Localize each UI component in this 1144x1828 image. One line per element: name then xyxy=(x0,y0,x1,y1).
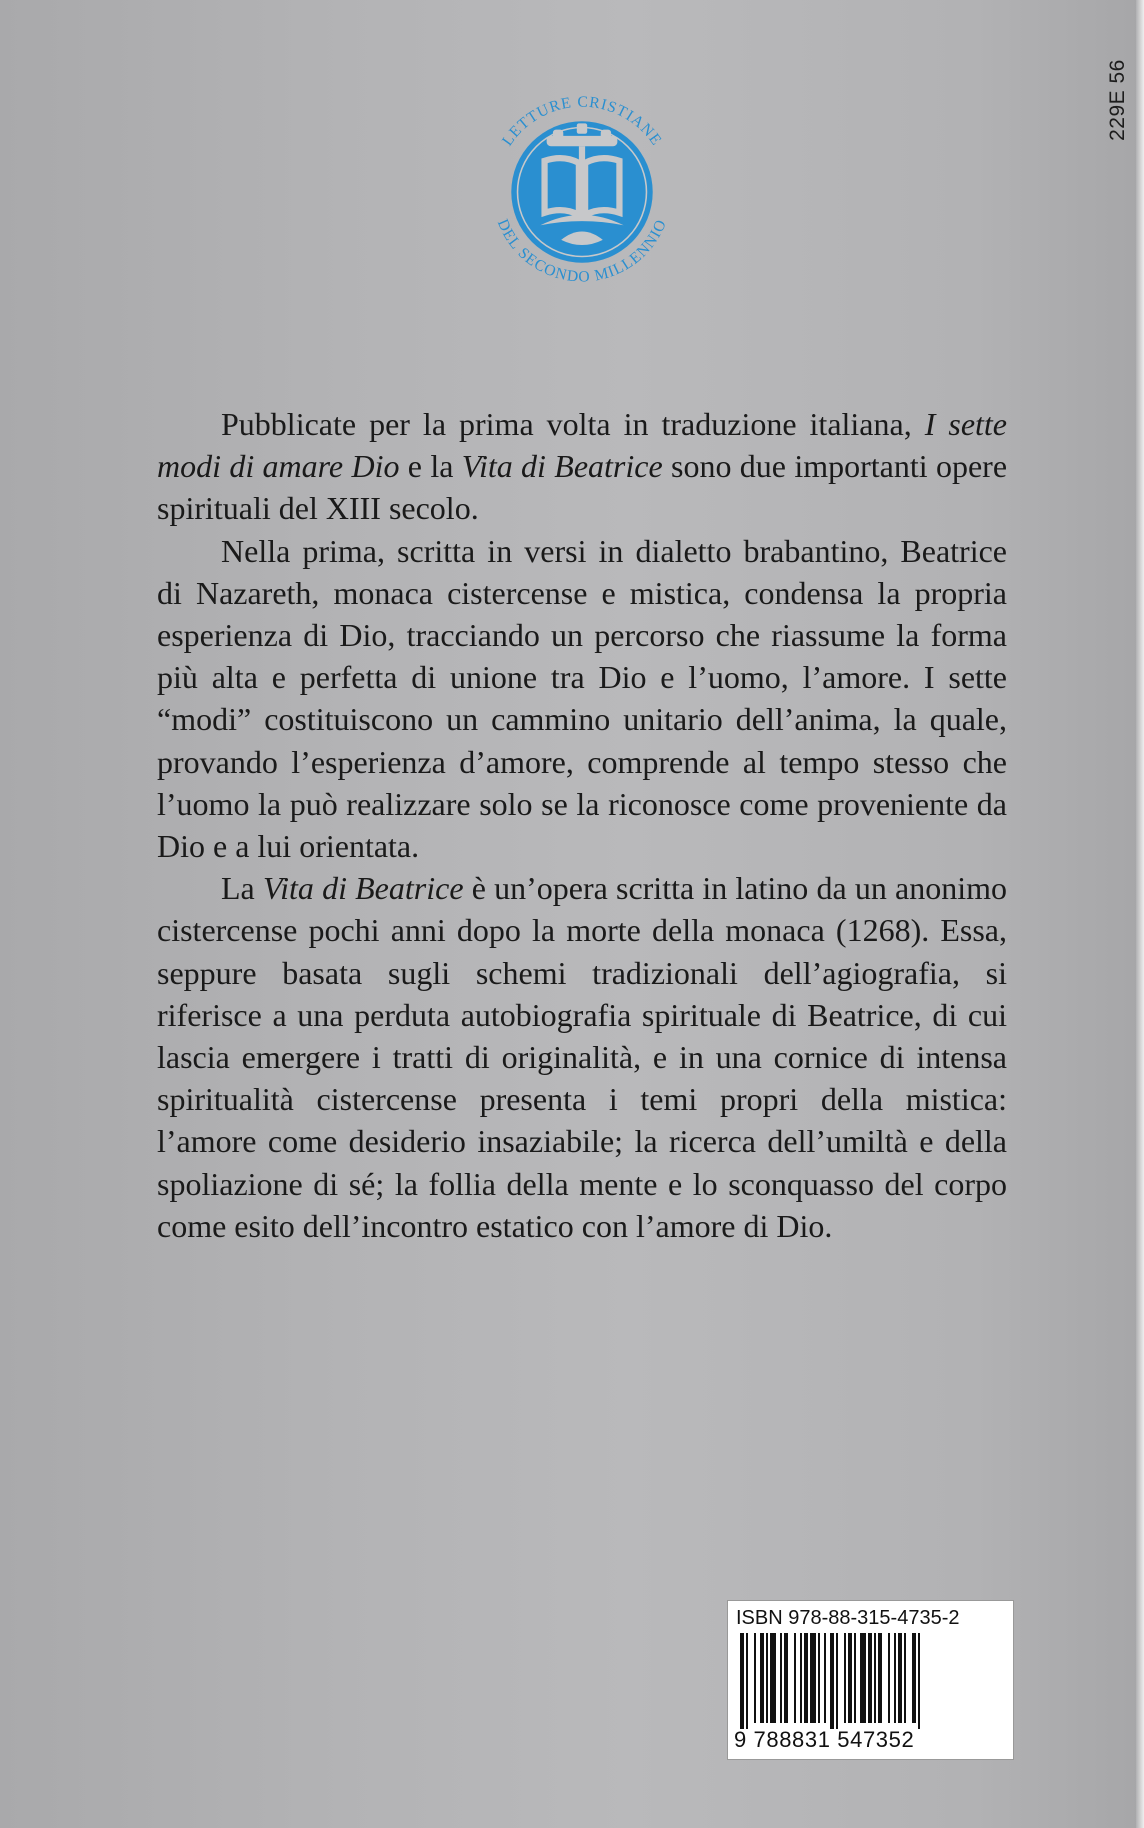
barcode-bar xyxy=(860,1633,866,1723)
italic-title: I sette modi di amare Dio xyxy=(157,406,1008,485)
side-code-text: 229E 56 xyxy=(1106,59,1129,141)
text-run: Pubblicate per la prima volta in traduzione italiana, xyxy=(221,406,925,442)
barcode-bar xyxy=(854,1633,856,1723)
barcode-bar xyxy=(770,1633,776,1723)
barcode-bar xyxy=(766,1633,768,1723)
barcode-bar xyxy=(810,1633,816,1723)
barcode-bar xyxy=(804,1633,808,1723)
logo-text-bottom: DEL SECONDO MILLENNIO xyxy=(493,216,671,286)
barcode-bar xyxy=(868,1633,872,1723)
barcode-bar xyxy=(912,1633,916,1723)
paragraph xyxy=(157,530,1007,868)
italic-title: Vita di Beatrice xyxy=(461,448,663,485)
spine-edge xyxy=(1136,0,1144,1828)
barcode-bar xyxy=(878,1633,882,1723)
barcode-bar xyxy=(874,1633,876,1723)
text-run: Nella prima, scritta in versi in dialetto brabantino, Beatrice di Nazareth, monaca cistercense e mistica, condensa la propria esperienza di Dio, tracciando un percorso che riassume la forma più alta e perfetta di unione tra Dio e l’uomo, l’amore. I sette “modi” costituiscono un cammino unitario dell’anima, la quale, provando l’esperienza d’amore, comprende al tempo stesso che l’uomo la può realizzare solo se la riconosce come proveniente da Dio e a lui orientata. xyxy=(157,532,1007,865)
barcode-bar xyxy=(898,1633,902,1723)
text-run: sono due importanti opere spirituali del XIII secolo. xyxy=(157,448,1008,527)
barcode-bar xyxy=(800,1633,802,1723)
barcode-bar xyxy=(818,1633,820,1723)
text-run: La xyxy=(221,870,263,907)
logo-text-top: LETTURE CRISTIANE xyxy=(498,93,666,150)
barcode-bar xyxy=(780,1633,782,1723)
barcode-bar xyxy=(784,1633,788,1723)
barcode-bar xyxy=(894,1633,896,1723)
paragraph xyxy=(157,403,1007,530)
paragraph xyxy=(157,867,1007,1247)
publisher-logo xyxy=(478,88,686,296)
side-code xyxy=(1098,50,1138,150)
back-cover-blurb xyxy=(157,403,1007,1247)
barcode-bar xyxy=(746,1633,748,1729)
barcode-bar xyxy=(740,1633,744,1729)
barcode-bar xyxy=(836,1633,838,1729)
barcode-bars xyxy=(736,1633,1004,1729)
italic-title: Vita di Beatrice xyxy=(262,870,464,907)
text-run: e la xyxy=(399,448,462,485)
barcode-box xyxy=(727,1600,1014,1760)
barcode-bar xyxy=(918,1633,920,1729)
ean-digits: 9 788831 547352 xyxy=(734,1727,915,1752)
barcode-bar xyxy=(760,1633,764,1723)
barcode-bar xyxy=(888,1633,890,1723)
text-run: è un’opera scritta in latino da un anonimo cistercense pochi anni dopo la morte della monaca (1268). Essa, seppure basata sugli schemi tradizionali dell’agiografia, si riferisce a una perduta autobiografia spirituale di Beatrice, di cui lascia emergere i tratti di originalità, e in una cornice di intensa spiritualità cistercense presenta i temi propri della mistica: l’amore come desiderio insaziabile; la ricerca dell’umiltà e della spoliazione di sé; la follia della mente e lo sconquasso del corpo come esito dell’incontro estatico con l’amore di Dio. xyxy=(157,870,1008,1244)
barcode-bar xyxy=(848,1633,852,1723)
barcode-bar xyxy=(794,1633,796,1723)
barcode-bar xyxy=(904,1633,906,1723)
isbn-label: ISBN 978-88-315-4735-2 xyxy=(736,1607,960,1629)
barcode-bar xyxy=(844,1633,846,1723)
barcode-bar xyxy=(830,1633,834,1729)
barcode-bar xyxy=(824,1633,826,1723)
barcode-bar xyxy=(754,1633,756,1723)
